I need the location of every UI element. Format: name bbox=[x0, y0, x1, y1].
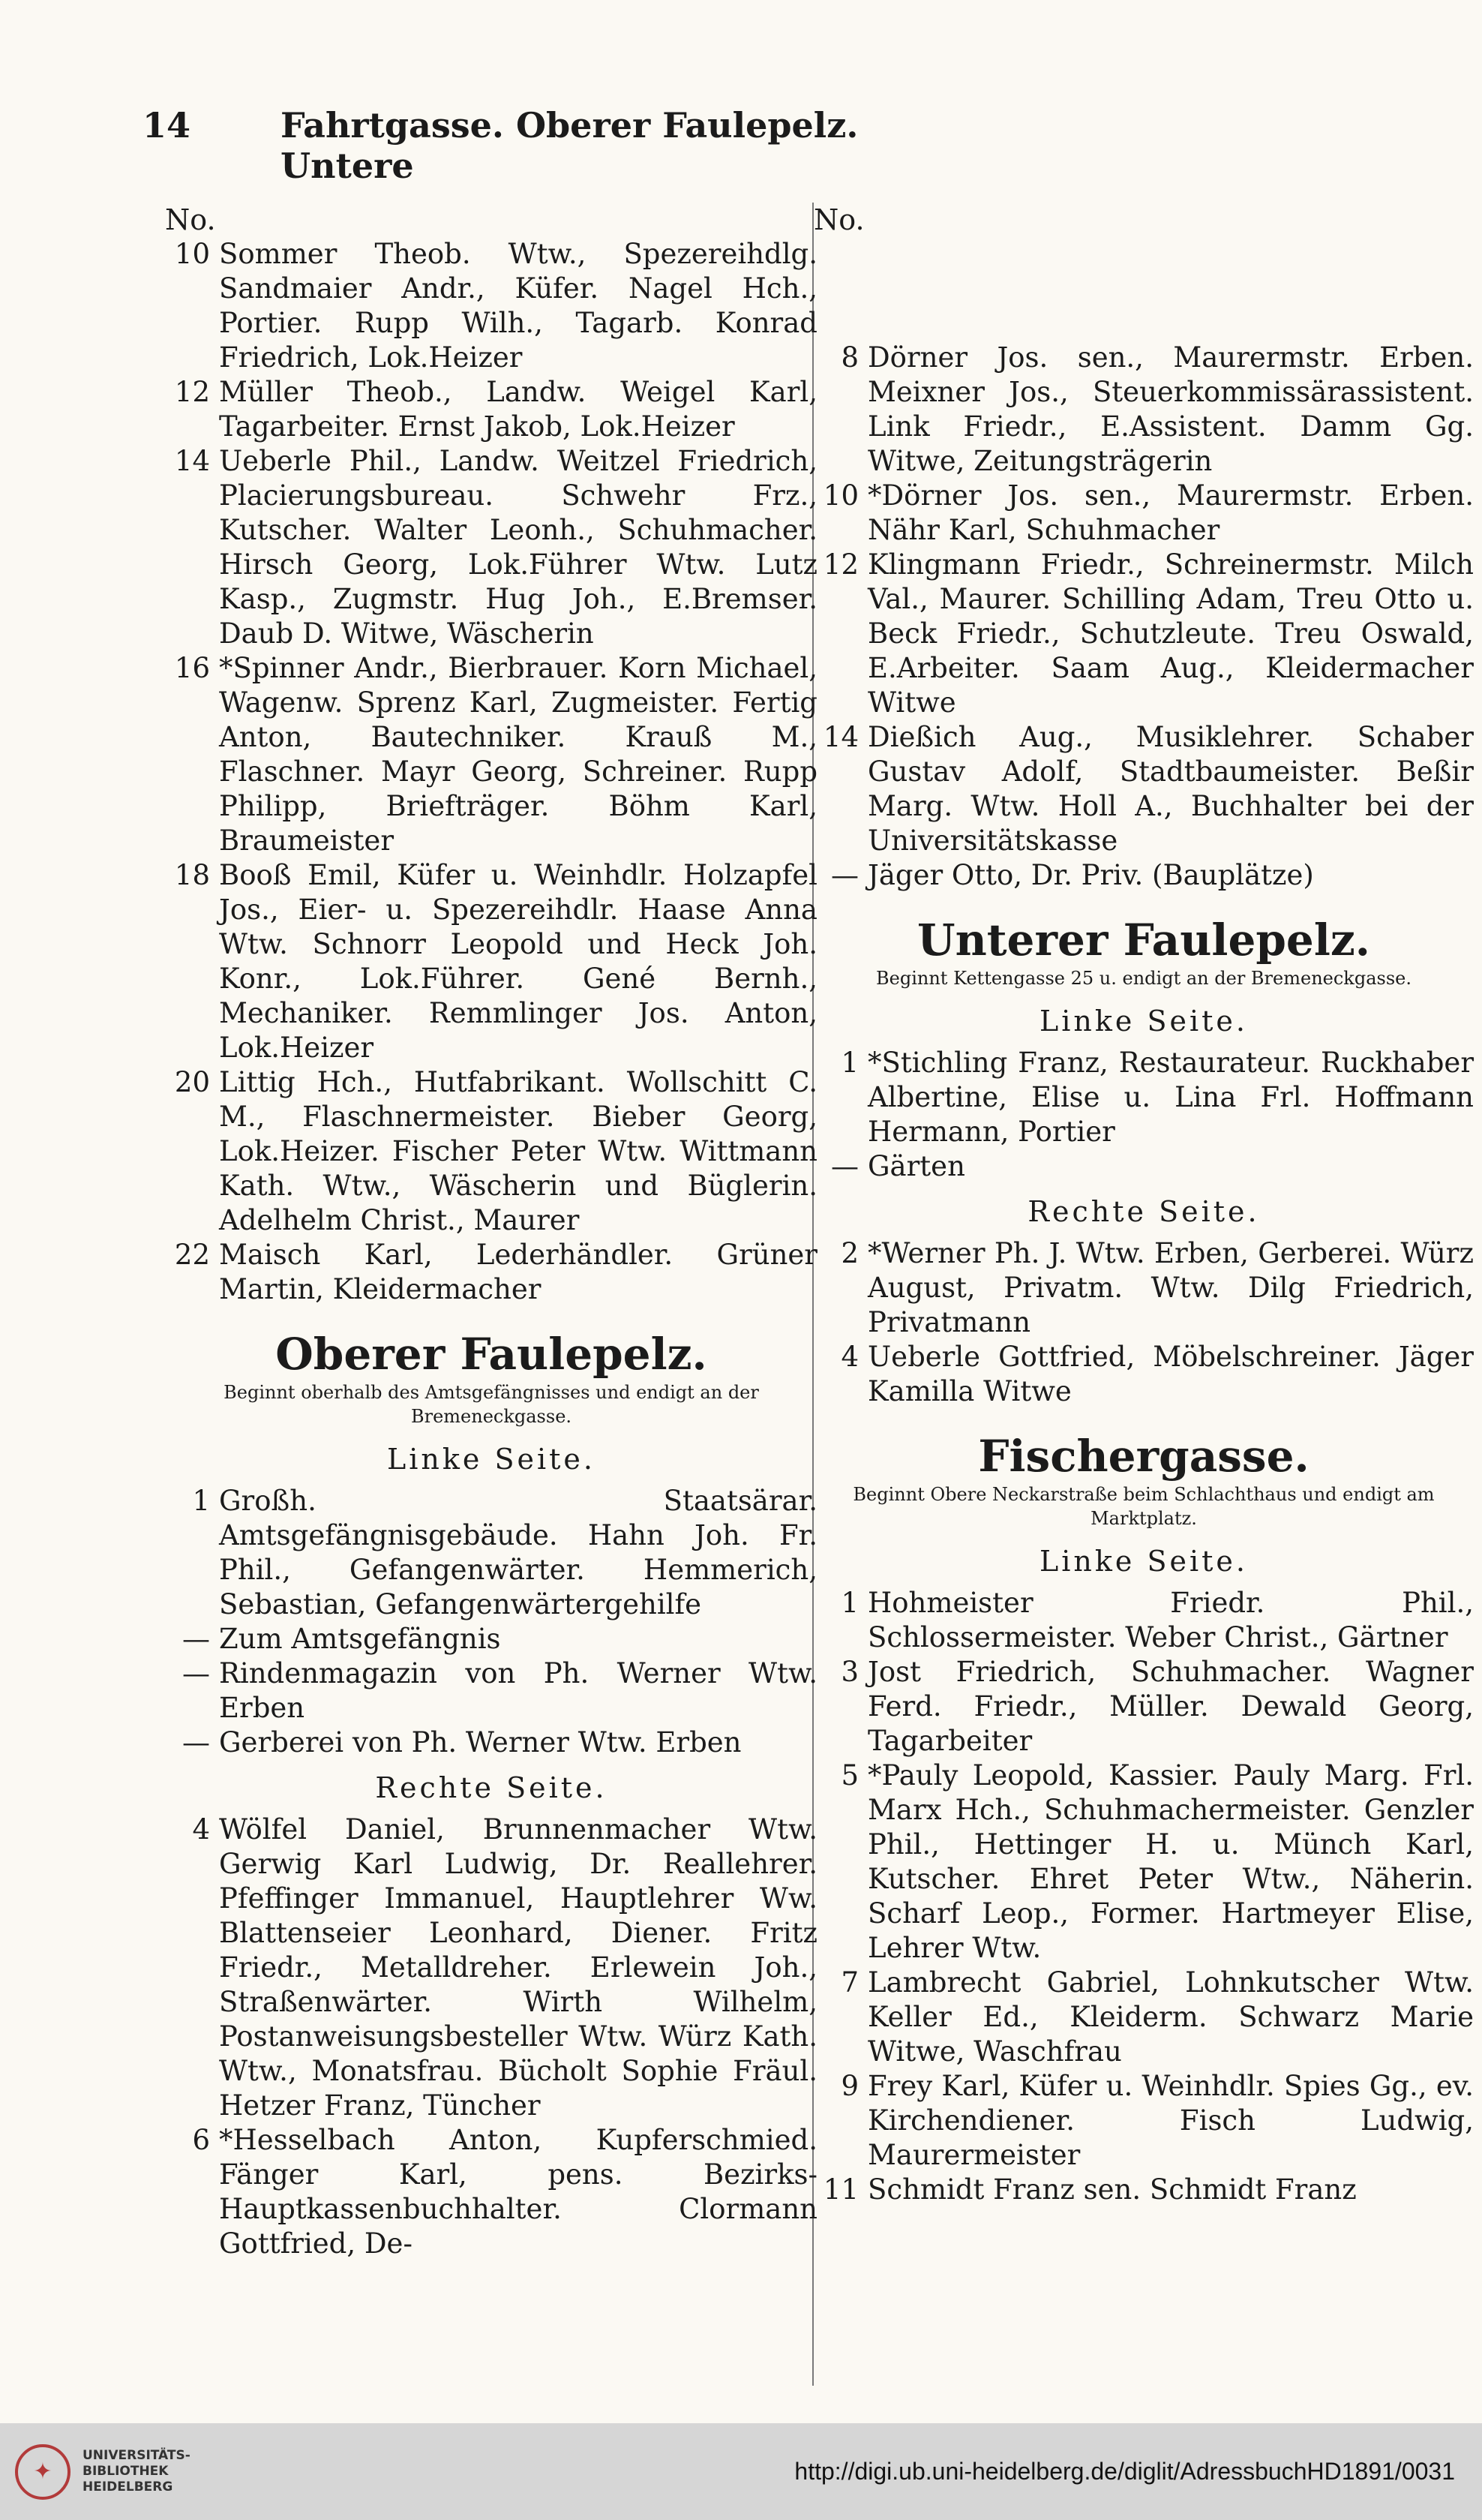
list-item bbox=[165, 444, 818, 651]
entry-text: *Werner Ph. J. Wtw. Erben, Gerberei. Würz August, Privatm. Wtw. Dilg Friedrich, Privatmann bbox=[868, 1237, 1474, 1338]
section-title-fischergasse: Fischergasse. bbox=[978, 1431, 1310, 1482]
list-item bbox=[165, 2123, 818, 2261]
entry-text: Gärten bbox=[868, 1150, 965, 1182]
list-item bbox=[814, 2173, 1474, 2207]
entry-text: Ueberle Gottfried, Möbelschreiner. Jäger Kamilla Witwe bbox=[868, 1341, 1474, 1407]
entry-text: Jost Friedrich, Schuhmacher. Wagner Ferd. Friedr., Müller. Dewald Georg, Tagarbeiter bbox=[868, 1656, 1474, 1757]
entry-text: Großh. Staatsärar. Amtsgefängnisgebäude. Hahn Joh. Fr. Phil., Gefangenwärter. Hemmerich, Sebastian, Gefangenwärtergehilfe bbox=[219, 1485, 818, 1620]
entry-list-s2-links bbox=[814, 1586, 1474, 2207]
entry-text: *Spinner Andr., Bierbrauer. Korn Michael, Wagenw. Sprenz Karl, Zugmeister. Fertig Anton, Bautechniker. Krauß M., Flaschner. Mayr Georg, Schreiner. Rupp Philipp, Briefträger. Böhm Karl, Braumeister bbox=[219, 652, 818, 857]
house-number: — bbox=[831, 859, 859, 891]
side-label-left: Linke Seite. bbox=[1040, 1545, 1248, 1578]
list-item bbox=[814, 720, 1474, 858]
entry-text: Gerberei von Ph. Werner Wtw. Erben bbox=[219, 1726, 742, 1759]
entry-text: Dießich Aug., Musiklehrer. Schaber Gustav Adolf, Stadtbaumeister. Beßir Marg. Wtw. Holl A., Buchhalter bei der Universitätskasse bbox=[868, 721, 1474, 857]
house-number: — bbox=[182, 1657, 210, 1690]
page-number: 14 bbox=[142, 105, 191, 146]
list-item bbox=[814, 1149, 1474, 1184]
list-item bbox=[814, 858, 1474, 893]
house-number: — bbox=[182, 1726, 210, 1759]
entry-text: Ueberle Phil., Landw. Weitzel Friedrich, Placierungsbureau. Schwehr Frz., Kutscher. Walter Leonh., Schuhmacher. Hirsch Georg, Lok.Führer Wtw. Lutz Kasp., Zugmstr. Hug Joh., E.Bremser. Daub D. Witwe, Wäscherin bbox=[219, 445, 818, 650]
list-item bbox=[814, 1340, 1474, 1409]
house-number: 2 bbox=[841, 1237, 859, 1269]
house-number: 14 bbox=[174, 445, 210, 477]
number-label: No. bbox=[165, 203, 216, 236]
entry-text: Dörner Jos. sen., Maurermstr. Erben. Meixner Jos., Steuerkommissärassistent. Link Friedr., E.Assistent. Damm Gg. Witwe, Zeitungsträgerin bbox=[868, 341, 1474, 477]
list-item bbox=[165, 1065, 818, 1238]
entry-list-s1-links bbox=[814, 1046, 1474, 1184]
section-subtitle: Beginnt oberhalb des Amtsgefängnisses und endigt an der Bremeneckgasse. bbox=[224, 1382, 759, 1427]
entry-text: Müller Theob., Landw. Weigel Karl, Tagarbeiter. Ernst Jakob, Lok.Heizer bbox=[219, 376, 818, 443]
house-number: 10 bbox=[174, 238, 210, 270]
house-number: — bbox=[182, 1623, 210, 1655]
house-number: 1 bbox=[841, 1047, 859, 1079]
side-label-left: Linke Seite. bbox=[387, 1443, 596, 1476]
entry-text: *Pauly Leopold, Kassier. Pauly Marg. Frl. Marx Hch., Schuhmachermeister. Genzler Phil., Hettinger H. u. Münch Karl, Kutscher. Ehret Peter Wtw., Näherin. Scharf Leop., Former. Hartmeyer Elise, Lehrer Wtw. bbox=[868, 1759, 1474, 1964]
entry-text: Wölfel Daniel, Brunnenmacher Wtw. Gerwig Karl Ludwig, Dr. Reallehrer. Pfeffinger Immanuel, Hauptlehrer Ww. Blattenseier Leonhard, Diener. Fritz Friedr., Metalldreher. Erlewein Joh., Straßenwärter. Wirth Wilhelm, Postanweisungsbesteller Wtw. Würz Kath. Wtw., Monatsfrau. Bücholt Sophie Fräul. Hetzer Franz, Tüncher bbox=[219, 1813, 818, 2122]
house-number: 7 bbox=[841, 1966, 859, 1999]
library-logo[interactable] bbox=[15, 2444, 190, 2500]
viewer-footer bbox=[0, 2423, 1482, 2520]
entry-text: Maisch Karl, Lederhändler. Grüner Martin, Kleidermacher bbox=[219, 1239, 818, 1305]
seal-icon: ✦ bbox=[15, 2444, 70, 2500]
list-item bbox=[165, 375, 818, 444]
house-number: 10 bbox=[823, 479, 859, 512]
entry-text: Klingmann Friedr., Schreinermstr. Milch Val., Maurer. Schilling Adam, Treu Otto u. Beck Friedr., Schutzleute. Treu Oswald, E.Arbeiter. Saam Aug., Kleidermacher Witwe bbox=[868, 548, 1474, 719]
entry-text: Zum Amtsgefängnis bbox=[219, 1623, 501, 1655]
list-item bbox=[814, 479, 1474, 548]
list-item bbox=[814, 1236, 1474, 1340]
section-subtitle: Beginnt Obere Neckarstraße beim Schlachthaus und endigt am Marktplatz. bbox=[853, 1484, 1435, 1529]
house-number: 4 bbox=[841, 1341, 859, 1373]
house-number: 1 bbox=[192, 1485, 210, 1517]
house-number: 1 bbox=[841, 1587, 859, 1619]
entry-list-left-top bbox=[165, 237, 818, 1307]
house-number: — bbox=[831, 1150, 859, 1182]
side-label-left: Linke Seite. bbox=[1040, 1005, 1248, 1038]
entry-text: *Hesselbach Anton, Kupferschmied. Fänger Karl, pens. Bezirks-Hauptkassenbuchhalter. Clormann Gottfried, De- bbox=[219, 2124, 818, 2260]
section-title-oberer-faulepelz: Oberer Faulepelz. bbox=[275, 1329, 707, 1380]
house-number: 8 bbox=[841, 341, 859, 374]
house-number: 6 bbox=[192, 2124, 210, 2156]
house-number: 22 bbox=[174, 1239, 210, 1271]
list-item bbox=[814, 1655, 1474, 1759]
section-title-unterer-faulepelz: Unterer Faulepelz. bbox=[917, 915, 1370, 966]
list-item bbox=[814, 1966, 1474, 2069]
house-number: 16 bbox=[174, 652, 210, 684]
list-item bbox=[165, 651, 818, 858]
entry-list-s1-rechts bbox=[814, 1236, 1474, 1409]
library-name: UNIVERSITÄTS- BIBLIOTHEK HEIDELBERG bbox=[82, 2448, 190, 2494]
list-item bbox=[814, 2069, 1474, 2173]
entry-text: *Dörner Jos. sen., Maurermstr. Erben. Nähr Karl, Schuhmacher bbox=[868, 479, 1474, 546]
cropped-text-area bbox=[814, 237, 1474, 341]
entry-text: Littig Hch., Hutfabrikant. Wollschitt C. M., Flaschnermeister. Bieber Georg, Lok.Heizer. Fischer Peter Wtw. Wittmann Kath. Wtw., Wäscherin und Büglerin. Adelhelm Christ., Maurer bbox=[219, 1066, 818, 1236]
entry-text: Schmidt Franz sen. Schmidt Franz bbox=[868, 2173, 1357, 2206]
side-label-right: Rechte Seite. bbox=[375, 1771, 608, 1804]
house-number: 12 bbox=[823, 548, 859, 581]
entry-text: Frey Karl, Küfer u. Weinhdlr. Spies Gg., ev. Kirchendiener. Fisch Ludwig, Maurermeister bbox=[868, 2070, 1474, 2171]
entry-list-left-rechts bbox=[165, 1813, 818, 2261]
entry-text: Booß Emil, Küfer u. Weinhdlr. Holzapfel Jos., Eier- u. Spezereihdlr. Haase Anna Wtw. Schnorr Leopold und Heck Joh. Konr., Lok.Führer. Gené Bernh., Mechaniker. Remmlinger Jos. Anton, Lok.Heizer bbox=[219, 859, 818, 1064]
house-number: 18 bbox=[174, 859, 210, 891]
house-number: 4 bbox=[192, 1813, 210, 1846]
list-item bbox=[165, 1484, 818, 1622]
number-label: No. bbox=[814, 203, 865, 236]
list-item bbox=[165, 1656, 818, 1726]
section-subtitle: Beginnt Kettengasse 25 u. endigt an der Bremeneckgasse. bbox=[876, 968, 1412, 989]
list-item bbox=[814, 548, 1474, 720]
page-title: Fahrtgasse. Oberer Faulepelz. Untere bbox=[280, 105, 859, 186]
list-item bbox=[814, 341, 1474, 479]
right-column bbox=[814, 203, 1474, 2207]
entry-text: *Stichling Franz, Restaurateur. Ruckhaber Albertine, Elise u. Lina Frl. Hoffmann Hermann, Portier bbox=[868, 1047, 1474, 1148]
house-number: 11 bbox=[823, 2173, 859, 2206]
house-number: 14 bbox=[823, 721, 859, 753]
house-number: 20 bbox=[174, 1066, 210, 1098]
entry-list-left-links bbox=[165, 1484, 818, 1760]
list-item bbox=[165, 1622, 818, 1656]
list-item bbox=[814, 1586, 1474, 1655]
house-number: 9 bbox=[841, 2070, 859, 2102]
entry-text: Rindenmagazin von Ph. Werner Wtw. Erben bbox=[219, 1657, 818, 1724]
list-item bbox=[814, 1759, 1474, 1966]
entry-text: Sommer Theob. Wtw., Spezereihdlg. Sandmaier Andr., Küfer. Nagel Hch., Portier. Rupp Wilh., Tagarb. Konrad Friedrich, Lok.Heizer bbox=[219, 238, 818, 374]
page-header bbox=[142, 105, 908, 186]
list-item bbox=[165, 237, 818, 375]
side-label-right: Rechte Seite. bbox=[1028, 1195, 1260, 1228]
list-item bbox=[165, 1238, 818, 1307]
house-number: 12 bbox=[174, 376, 210, 408]
list-item bbox=[165, 1726, 818, 1760]
entry-text: Jäger Otto, Dr. Priv. (Bauplätze) bbox=[868, 859, 1314, 891]
entry-text: Hohmeister Friedr. Phil., Schlossermeister. Weber Christ., Gärtner bbox=[868, 1587, 1474, 1653]
entry-text: Lambrecht Gabriel, Lohnkutscher Wtw. Keller Ed., Kleiderm. Schwarz Marie Witwe, Waschfrau bbox=[868, 1966, 1474, 2068]
left-column bbox=[165, 203, 818, 2261]
house-number: 3 bbox=[841, 1656, 859, 1688]
list-item bbox=[814, 1046, 1474, 1149]
entry-list-right-top bbox=[814, 341, 1474, 893]
list-item bbox=[165, 858, 818, 1065]
list-item bbox=[165, 1813, 818, 2123]
permalink-url[interactable]: http://digi.ub.uni-heidelberg.de/diglit/AdressbuchHD1891/0031 bbox=[794, 2458, 1455, 2485]
house-number: 5 bbox=[841, 1759, 859, 1792]
